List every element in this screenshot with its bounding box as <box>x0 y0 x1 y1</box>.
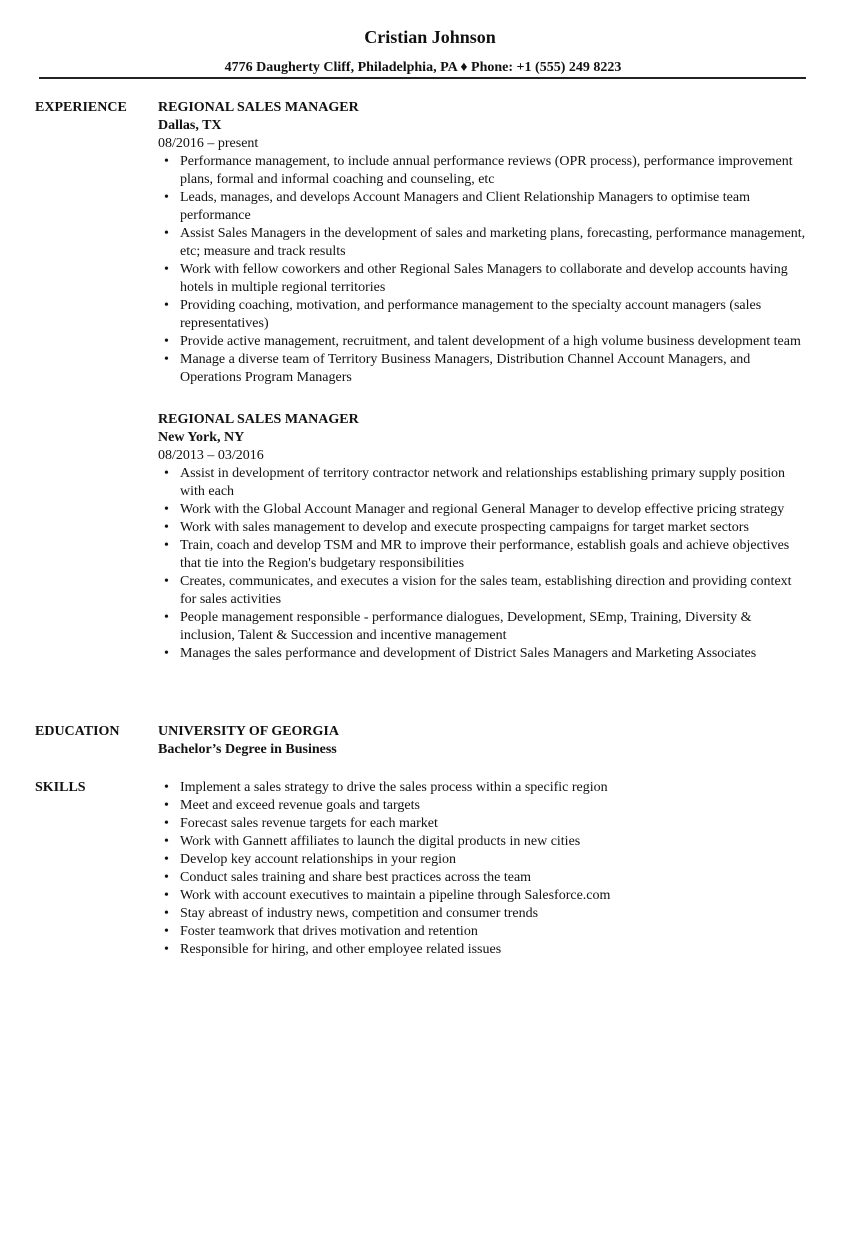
school-name: UNIVERSITY OF GEORGIA <box>158 724 339 739</box>
list-item-text: Creates, communicates, and executes a vision for the sales team, establishing direction and providing context for sales activities <box>180 574 792 607</box>
list-item-text: People management responsible - performance dialogues, Development, SEmp, Training, Diversity & inclusion, Talent & Succession and incentive management <box>180 610 752 643</box>
list-item-text: Stay abreast of industry news, competition and consumer trends <box>180 906 539 921</box>
list-item <box>158 609 808 645</box>
list-item <box>158 333 808 351</box>
list-item-text: Providing coaching, motivation, and performance management to the specialty account managers (sales representatives) <box>180 298 762 331</box>
job-entry <box>158 99 818 387</box>
list-item <box>158 189 808 225</box>
job-entry <box>158 411 818 663</box>
bullet-icon: • <box>164 352 169 367</box>
bullet-icon: • <box>164 334 169 349</box>
job-bullets <box>158 153 818 387</box>
list-item <box>158 153 808 189</box>
job-dates: 08/2013 – 03/2016 <box>158 448 264 463</box>
bullet-icon: • <box>164 466 169 481</box>
list-item <box>158 537 808 573</box>
bullet-icon: • <box>164 646 169 661</box>
job-title: REGIONAL SALES MANAGER <box>158 412 359 427</box>
bullet-icon: • <box>164 852 169 867</box>
list-item <box>158 225 808 261</box>
job-dates: 08/2016 – present <box>158 136 259 151</box>
list-item-text: Leads, manages, and develops Account Managers and Client Relationship Managers to optimise team performance <box>180 190 750 223</box>
job-title: REGIONAL SALES MANAGER <box>158 100 359 115</box>
list-item <box>158 923 808 941</box>
bullet-icon: • <box>164 298 169 313</box>
bullet-icon: • <box>164 942 169 957</box>
bullet-icon: • <box>164 190 169 205</box>
bullet-icon: • <box>164 888 169 903</box>
header-divider <box>39 77 806 79</box>
bullet-icon: • <box>164 262 169 277</box>
list-item-text: Work with Gannett affiliates to launch the digital products in new cities <box>180 834 581 849</box>
degree-name: Bachelor’s Degree in Business <box>158 742 337 757</box>
bullet-icon: • <box>164 154 169 169</box>
skills-heading: SKILLS <box>35 780 86 795</box>
bullet-icon: • <box>164 780 169 795</box>
list-item-text: Work with sales management to develop and execute prospecting campaigns for target market sectors <box>180 520 749 535</box>
bullet-icon: • <box>164 520 169 535</box>
list-item-text: Work with account executives to maintain a pipeline through Salesforce.com <box>180 888 611 903</box>
bullet-icon: • <box>164 906 169 921</box>
list-item <box>158 465 808 501</box>
bullet-icon: • <box>164 538 169 553</box>
bullet-icon: • <box>164 226 169 241</box>
bullet-icon: • <box>164 502 169 517</box>
list-item-text: Implement a sales strategy to drive the sales process within a specific region <box>180 780 608 795</box>
list-item-text: Responsible for hiring, and other employee related issues <box>180 942 502 957</box>
skills-list <box>158 779 818 959</box>
job-bullets <box>158 465 818 663</box>
job-location: Dallas, TX <box>158 118 222 133</box>
list-item-text: Conduct sales training and share best practices across the team <box>180 870 532 885</box>
list-item-text: Work with the Global Account Manager and regional General Manager to develop effective pricing strategy <box>180 502 785 517</box>
list-item-text: Manages the sales performance and development of District Sales Managers and Marketing Associates <box>180 646 757 661</box>
list-item-text: Work with fellow coworkers and other Regional Sales Managers to collaborate and develop accounts having hotels in multiple regional territories <box>180 262 788 295</box>
job-location: New York, NY <box>158 430 245 445</box>
list-item <box>158 833 808 851</box>
list-item-text: Performance management, to include annual performance reviews (OPR process), performance improvement plans, formal and informal coaching and counseling, etc <box>180 154 793 187</box>
bullet-icon: • <box>164 610 169 625</box>
bullet-icon: • <box>164 816 169 831</box>
experience-heading: EXPERIENCE <box>35 100 127 115</box>
list-item-text: Assist in development of territory contractor network and relationships establishing primary supply position with each <box>180 466 786 499</box>
bullet-icon: • <box>164 798 169 813</box>
list-item <box>158 573 808 609</box>
list-item <box>158 519 808 537</box>
list-item <box>158 501 808 519</box>
list-item <box>158 869 808 887</box>
experience-list <box>158 99 818 663</box>
list-item-text: Train, coach and develop TSM and MR to improve their performance, establish goals and achieve objectives that tie into the Region's budgetary responsibilities <box>180 538 790 571</box>
list-item <box>158 887 808 905</box>
list-item <box>158 797 808 815</box>
bullet-icon: • <box>164 870 169 885</box>
bullet-icon: • <box>164 574 169 589</box>
list-item-text: Manage a diverse team of Territory Business Managers, Distribution Channel Account Managers, and Operations Program Managers <box>180 352 751 385</box>
list-item <box>158 941 808 959</box>
candidate-name: Cristian Johnson <box>364 27 496 47</box>
list-item <box>158 779 808 797</box>
bullet-icon: • <box>164 834 169 849</box>
list-item-text: Provide active management, recruitment, and talent development of a high volume business development team <box>180 334 801 349</box>
list-item <box>158 297 808 333</box>
list-item <box>158 815 808 833</box>
list-item-text: Forecast sales revenue targets for each market <box>180 816 438 831</box>
list-item-text: Assist Sales Managers in the development of sales and marketing plans, forecasting, performance management, etc; measure and track results <box>180 226 806 259</box>
bullet-icon: • <box>164 924 169 939</box>
list-item <box>158 905 808 923</box>
list-item <box>158 645 808 663</box>
skills-entry <box>158 779 818 959</box>
education-entry <box>158 723 818 759</box>
list-item-text: Foster teamwork that drives motivation and retention <box>180 924 478 939</box>
list-item-text: Meet and exceed revenue goals and targets <box>180 798 420 813</box>
contact-line: 4776 Daugherty Cliff, Philadelphia, PA ♦ Phone: +1 (555) 249 8223 <box>224 60 622 75</box>
list-item-text: Develop key account relationships in your region <box>180 852 457 867</box>
education-heading: EDUCATION <box>35 724 120 739</box>
list-item <box>158 351 808 387</box>
list-item <box>158 261 808 297</box>
list-item <box>158 851 808 869</box>
